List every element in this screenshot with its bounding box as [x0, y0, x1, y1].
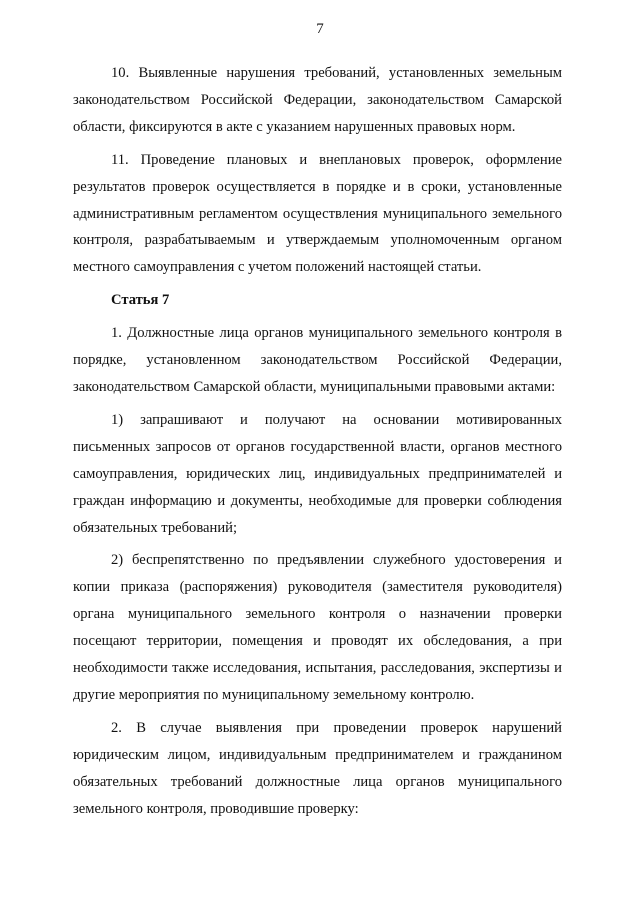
- article-7-item-2: 2) беспрепятственно по предъявлении служебного удостоверения и копии приказа (распоряжения) руководителя (заместителя руководителя) органа муниципального земельного контроля о назначении проверки посещают территории, помещения и проводят их обследования, а при необходимости также исследования, испытания, расследования, экспертизы и другие мероприятия по муниципальному земельному контролю.: [73, 552, 562, 703]
- article-7-paragraph-2: 2. В случае выявления при проведении проверок нарушений юридическим лицом, индивидуальным предпринимателем и гражданином обязательных требований должностные лица органов муниципального земельного контроля, проводившие проверку:: [73, 719, 562, 817]
- paragraph-10: 10. Выявленные нарушения требований, установленных земельным законодательством Российской Федерации, законодательством Самарской области, фиксируются в акте с указанием нарушенных правовых норм.: [73, 65, 562, 135]
- article-heading: Статья 7: [111, 292, 170, 309]
- page-number: 7: [316, 21, 324, 37]
- article-7-item-1: 1) запрашивают и получают на основании мотивированных письменных запросов от органов государственной власти, органов местного самоуправления, юридических лиц, индивидуальных предпринимателей и граждан информацию и документы, необходимые для проверки соблюдения обязательных требований;: [73, 411, 562, 536]
- article-7-paragraph-1: 1. Должностные лица органов муниципального земельного контроля в порядке, установленном законодательством Российской Федерации, законодательством Самарской области, муниципальными правовыми актами:: [73, 325, 562, 395]
- document-body: [73, 60, 562, 822]
- paragraph-11: 11. Проведение плановых и внеплановых проверок, оформление результатов проверок осуществляется в порядке и в сроки, установленные административным регламентом осуществления муниципального земельного контроля, разрабатываемым и утверждаемым уполномоченным органом местного самоуправления с учетом положений настоящей статьи.: [73, 151, 562, 276]
